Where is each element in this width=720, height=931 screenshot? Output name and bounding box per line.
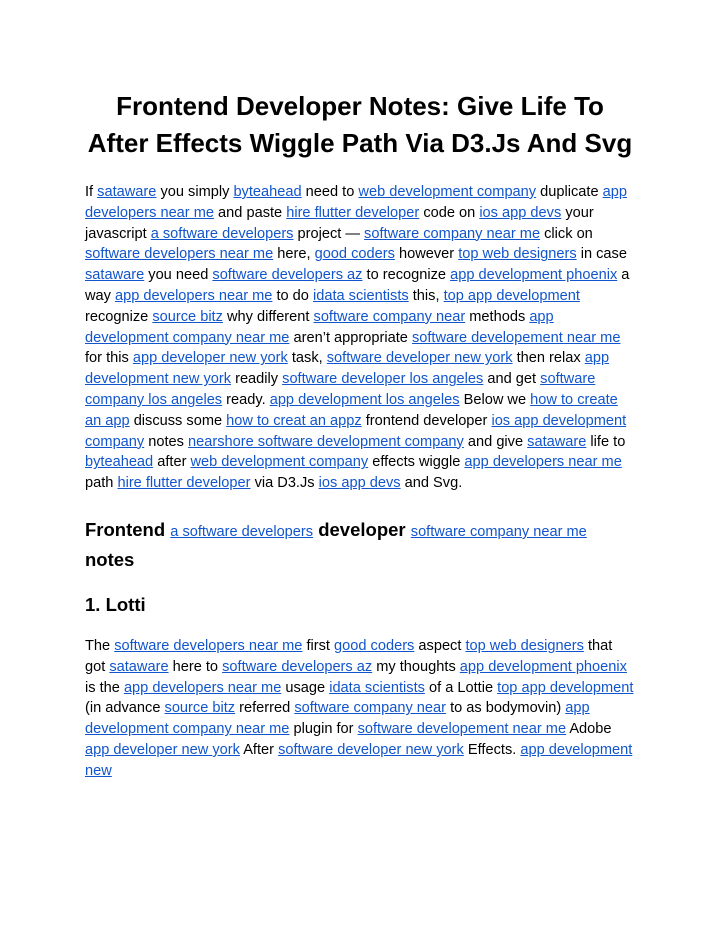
inline-link[interactable]: sataware (527, 433, 587, 450)
text-run: you need (144, 267, 213, 284)
text-run: is the (85, 679, 124, 696)
text-run: project — (293, 225, 365, 242)
text-run: then relax (512, 350, 585, 367)
text-run: to as bodymovin) (446, 700, 566, 717)
text-run: Effects. (463, 741, 521, 758)
inline-link[interactable]: software developement near me (357, 721, 567, 738)
inline-link[interactable]: idata scientists (329, 679, 425, 696)
text-run: readily (231, 371, 283, 388)
text-run: aspect (414, 637, 466, 654)
text-run: plugin for (289, 721, 358, 738)
inline-link[interactable]: top app development (443, 287, 580, 304)
text-run: Frontend (85, 518, 171, 540)
page-title: Frontend Developer Notes: Give Life To After Effects Wiggle Path Via D3.Js And Svg (87, 91, 633, 158)
inline-link[interactable]: web development company (190, 454, 369, 471)
inline-link[interactable]: app development los angeles (269, 391, 460, 408)
text-run: a way (85, 267, 630, 304)
inline-link[interactable]: top app development (497, 679, 634, 696)
text-run: you simply (156, 184, 234, 200)
inline-link[interactable]: nearshore software development company (188, 433, 464, 450)
inline-link[interactable]: ios app devs (479, 204, 562, 221)
inline-link[interactable]: software company near (294, 700, 447, 717)
text-run: and give (463, 433, 528, 450)
text-run: and Svg. (400, 475, 463, 492)
inline-link[interactable]: software company near me (410, 523, 587, 540)
inline-link[interactable]: good coders (314, 246, 395, 263)
text-run: path (85, 475, 118, 492)
text-run: first (302, 637, 335, 654)
inline-link[interactable]: a software developers (170, 523, 314, 540)
text-run: After (239, 741, 279, 758)
text-run: need to (301, 184, 359, 200)
text-run: life to (586, 433, 626, 450)
text-run: methods (465, 308, 530, 325)
text-run: ready. (222, 391, 270, 408)
inline-link[interactable]: top web designers (458, 246, 577, 263)
text-run: code on (419, 204, 480, 221)
inline-link[interactable]: app developers near me (115, 287, 273, 304)
inline-link[interactable]: source bitz (152, 308, 223, 325)
text-run: (in advance (85, 700, 165, 717)
text-run: referred (235, 700, 295, 717)
inline-link[interactable]: ios app development company (85, 412, 627, 450)
section-heading (85, 516, 635, 573)
inline-link[interactable]: top web designers (465, 637, 584, 654)
text-run: why different (222, 308, 314, 325)
text-run: The (85, 637, 115, 654)
inline-link[interactable]: byteahead (85, 454, 154, 471)
inline-link[interactable]: ios app devs (318, 475, 401, 492)
inline-link[interactable]: app development company near me (85, 700, 590, 738)
inline-link[interactable]: hire flutter developer (117, 475, 251, 492)
text-run: and paste (214, 204, 287, 221)
inline-link[interactable]: software developers near me (114, 637, 303, 654)
inline-link[interactable]: software company los angeles (85, 371, 596, 408)
inline-link[interactable]: software company near (313, 308, 466, 325)
inline-link[interactable]: sataware (109, 658, 169, 675)
text-run: for this (85, 350, 133, 367)
inline-link[interactable]: app developer new york (85, 741, 240, 758)
inline-link[interactable]: app development phoenix (450, 267, 618, 284)
text-run: in case (576, 246, 627, 263)
text-run: usage (281, 679, 330, 696)
inline-link[interactable]: software developement near me (411, 329, 621, 346)
inline-link[interactable]: app development company near me (85, 308, 554, 346)
inline-link[interactable]: a software developers (150, 225, 294, 242)
text-run: Below we (459, 391, 531, 408)
inline-link[interactable]: software developer new york (326, 350, 513, 367)
inline-link[interactable]: software developers near me (85, 246, 274, 263)
text-run: that got (85, 637, 613, 675)
text-run: and get (483, 371, 541, 388)
inline-link[interactable]: software developer new york (278, 741, 464, 758)
text-run: discuss some (129, 412, 227, 429)
text-run: task, (287, 350, 327, 367)
text-run: frontend developer (361, 412, 492, 429)
inline-link[interactable]: web development company (358, 184, 537, 200)
document-page (85, 88, 635, 782)
text-run: this, (408, 287, 444, 304)
inline-link[interactable]: app developers near me (464, 454, 622, 471)
inline-link[interactable]: how to create an app (85, 391, 618, 429)
text-run: however (394, 246, 459, 263)
intro-paragraph (85, 182, 635, 494)
text-run: If (85, 184, 98, 200)
text-run: Adobe (566, 721, 612, 738)
inline-link[interactable]: app developers near me (123, 679, 282, 696)
text-run: via D3.Js (250, 475, 319, 492)
inline-link[interactable]: app developer new york (132, 350, 288, 367)
inline-link[interactable]: hire flutter developer (286, 204, 420, 221)
text-run: developer (313, 518, 411, 540)
text-run: my thoughts (372, 658, 460, 675)
inline-link[interactable]: software developers az (212, 267, 363, 284)
text-run: to recognize (362, 267, 451, 284)
text-run: effects wiggle (368, 454, 465, 471)
inline-link[interactable]: software company near me (364, 225, 541, 242)
inline-link[interactable]: good coders (334, 637, 415, 654)
text-run: to do (272, 287, 313, 304)
text-run: notes (144, 433, 189, 450)
inline-link[interactable]: software developers az (222, 658, 373, 675)
lotti-paragraph (85, 636, 635, 782)
inline-link[interactable]: idata scientists (312, 287, 409, 304)
subsection-heading-lotti: 1. Lotti (85, 593, 146, 615)
text-run: click on (540, 225, 593, 242)
text-run: duplicate (536, 184, 603, 200)
inline-link[interactable]: software developer los angeles (282, 371, 484, 388)
text-run: here to (168, 658, 223, 675)
inline-link[interactable]: how to creat an appz (226, 412, 362, 429)
inline-link[interactable]: source bitz (164, 700, 236, 717)
text-run: recognize (85, 308, 153, 325)
text-run: aren’t appropriate (289, 329, 412, 346)
inline-link[interactable]: sataware (97, 184, 157, 200)
text-run: notes (85, 548, 135, 570)
text-run: your javascript (85, 204, 594, 242)
text-run: after (153, 454, 191, 471)
inline-link[interactable]: sataware (85, 267, 145, 284)
text-run: here, (273, 246, 315, 263)
inline-link[interactable]: app development phoenix (459, 658, 627, 675)
text-run: of a Lottie (424, 679, 498, 696)
inline-link[interactable]: byteahead (233, 184, 302, 200)
inline-link[interactable]: app development new (85, 741, 633, 779)
inline-link[interactable]: app development new york (85, 350, 610, 388)
inline-link[interactable]: app developers near me (85, 184, 627, 221)
